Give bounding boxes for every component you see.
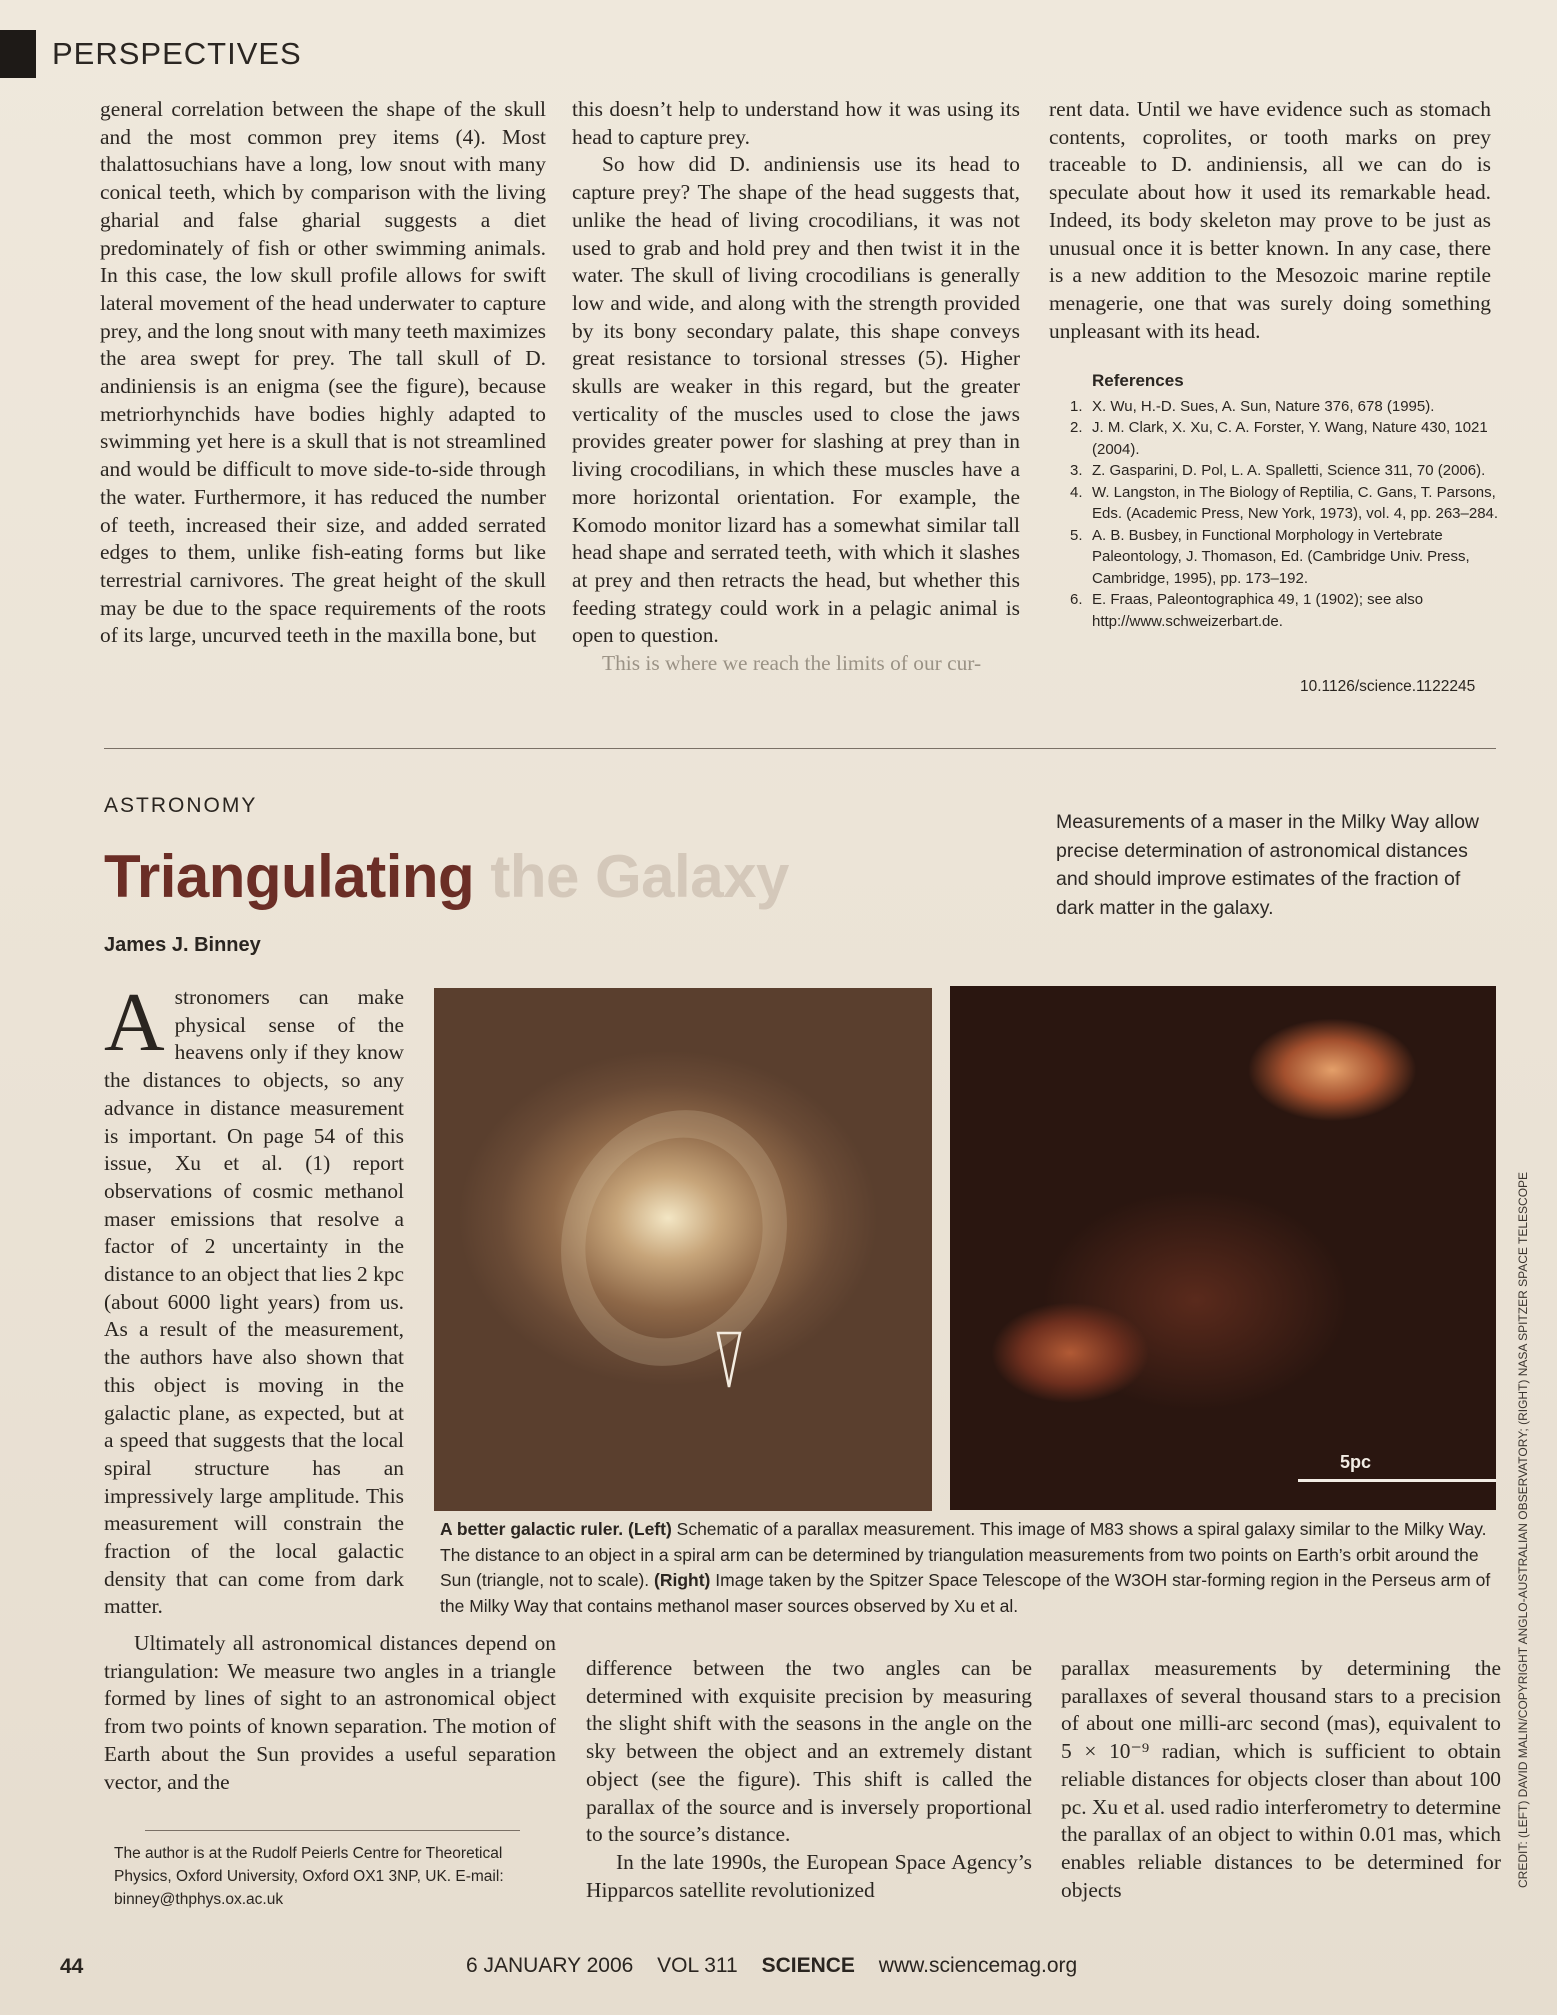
caption-left-text: Schematic of a parallax measurement. This image of M83 shows a spiral galaxy similar to the Milky Way. The distance to an object in a spiral arm can be determined by triangulation measurements from two points on Earth’s orbit around the Sun (triangle, not to scale). [440, 1519, 1487, 1591]
title-faded: the Galaxy [490, 843, 789, 910]
galaxy-m83-image [434, 988, 932, 1511]
lead-paragraph: Astronomers can make physical sense of the heavens only if they know the distances to objects, so any advance in distance measurement is important. On page 54 of this issue, Xu et al. (1) report observations of cosmic methanol maser emissions that resolve a factor of 2 uncertainty in the distance to an object that lies 2 kpc (about 6000 light years) from us. As a result of the measurement, the authors have also shown that this object is moving in the galactic plane, as expected, but at a speed that suggests that the local spiral structure has an impressively large amplitude. This measurement will constrain the fraction of the local galactic density that can come from dark matter. [104, 976, 404, 1619]
page-footer [466, 1954, 1095, 1978]
scale-label: 5pc [1340, 1452, 1372, 1472]
parallax-triangle-icon [434, 988, 932, 1511]
references-list [1070, 396, 1500, 633]
author-footnote: The author is at the Rudolf Peierls Centre for Theoretical Physics, Oxford University, Oxford OX1 3NP, UK. E-mail: binney@thphys.ox.ac.uk [114, 1845, 504, 1908]
section-divider [104, 748, 1496, 749]
article-column-1 [104, 976, 404, 1621]
article-column-1-continued [104, 1630, 556, 1796]
references-heading: References [1092, 371, 1184, 390]
caption-right-label: (Right) [654, 1570, 711, 1591]
article-column-2 [586, 1655, 1032, 1904]
standfirst: Measurements of a maser in the Milky Way allow precise determination of astronomical distances and should improve estimates of the fraction of dark matter in the galaxy. [1056, 811, 1480, 919]
body-paragraph: In the late 1990s, the European Space Agency’s Hipparcos satellite revolutionized [586, 1849, 1032, 1902]
reference-item: 1. X. Wu, H.-D. Sues, A. Sun, Nature 376, 678 (1995). [1070, 397, 1435, 415]
reference-item: 3. Z. Gasparini, D. Pol, L. A. Spalletti, Science 311, 70 (2006). [1070, 462, 1486, 479]
author-byline: James J. Binney [104, 934, 261, 956]
page-number: 44 [60, 1955, 84, 1978]
prev-article-text: rent data. Until we have evidence such as stomach contents, coprolites, or tooth marks on prey traceable to D. andiniensis, all we can do is speculate about how it used its remarkable head. Indeed, its body skeleton may prove to be just as unusual once it is better known. In any case, there is a new addition to the Mesozoic marine reptile menagerie, one that was surely doing something unpleasant with its head. [1049, 97, 1491, 343]
article-column-3 [1061, 1655, 1501, 1904]
prev-article-column-3 [1049, 96, 1491, 345]
reference-item: 2. J. M. Clark, X. Xu, C. A. Forster, Y. Wang, Nature 430, 1021 (2004). [1070, 419, 1488, 458]
body-paragraph: Ultimately all astronomical distances depend on triangulation: We measure two angles in a triangle formed by lines of sight to an astronomical object from two points of known separation. The motion of Earth about the Sun provides a useful separation vector, and the [104, 1631, 556, 1794]
drop-cap: A [104, 976, 165, 1069]
prev-article-text: So how did D. andiniensis use its head to capture prey? The shape of the head suggests that, unlike the head of living crocodilians, it was not used to grab and hold prey and then twist it in the water. The skull of living crocodilians is generally low and wide, and along with the strength provided by its bony secondary palate, this shape conveys great resistance to torsional stresses (5). Higher skulls are weaker in this regard, but the greater verticality of the muscles used to close the jaws provides greater power for slashing at prey than in living crocodilians, in which these muscles have a more horizontal orientation. For example, the Komodo monitor lizard has a somewhat similar tall head shape and serrated teeth, with which it slashes at prey and then retracts the head, but whether this feeding strategy could work in a pelagic animal is open to question. [572, 152, 1020, 648]
prev-article-column-2 [572, 96, 1020, 678]
body-paragraph: difference between the two angles can be determined with exquisite precision by measuring the slight shift with the seasons in the angle on the sky between the object and an extremely distant object (see the figure). This shift is called the parallax of the source and is inversely proportional to the source’s distance. [586, 1656, 1032, 1847]
caption-title: A better galactic ruler. [440, 1519, 624, 1539]
title-main: Triangulating [104, 843, 475, 910]
w3oh-spitzer-image [950, 986, 1496, 1510]
doi: 10.1126/science.1122245 [1300, 678, 1476, 695]
image-credit: CREDIT: (LEFT) DAVID MALIN/COPYRIGHT ANGLO-AUSTRALIAN OBSERVATORY; (RIGHT) NASA SPITZER SPACE TELESCOPE [1516, 1171, 1530, 1888]
footer-date: 6 JANUARY 2006 [466, 1954, 634, 1977]
prev-article-text: This is where we reach the limits of our cur- [602, 651, 982, 676]
prev-article-text: general correlation between the shape of the skull and the most common prey items (4). Most thalattosuchians have a long, low snout with many conical teeth, which by comparison with the living gharial and false gharial suggests a diet predominately of fish or other swimming animals. In this case, the low skull profile allows for swift lateral movement of the head underwater to capture prey, and the long snout with many teeth maximizes the area swept for prey. The tall skull of D. andiniensis is an enigma (see the figure), because metriorhynchids have bodies highly adapted to swimming yet here is a skull that is not streamlined and would be difficult to move side-to-side through the water. Furthermore, it has reduced the number of teeth, increased their size, and added serrated edges to them, unlike fish-eating forms but like terrestrial carnivores. The great height of the skull may be due to the space requirements of the roots of its large, uncurved teeth in the maxilla bone, but [100, 97, 546, 648]
caption-right-text: Image taken by the Spitzer Space Telescope of the W3OH star-forming region in the Perseus arm of the Milky Way that contains methanol maser sources observed by Xu et al. [440, 1570, 1491, 1616]
article-title [104, 842, 789, 911]
section-marker [0, 30, 36, 78]
reference-item: 4. W. Langston, in The Biology of Reptilia, C. Gans, T. Parsons, Eds. (Academic Press, New York, 1973), vol. 4, pp. 263–284. [1070, 483, 1499, 522]
prev-article-text: this doesn’t help to understand how it was using its head to capture prey. [572, 97, 1020, 149]
section-heading: PERSPECTIVES [52, 36, 302, 71]
scale-bar [1298, 1479, 1496, 1482]
footer-url: www.sciencemag.org [878, 1954, 1078, 1977]
footnote-divider [145, 1830, 520, 1831]
body-paragraph: parallax measurements by determining the parallaxes of several thousand stars to a precision of about one milli-arc second (mas), equivalent to 5 × 10⁻⁹ radian, which is sufficient to obtain reliable distances for objects closer than about 100 pc. Xu et al. used radio interferometry to determine the parallax of an object to within 0.01 mas, which enables reliable distances to be determined for objects [1061, 1656, 1501, 1902]
references [1070, 370, 1500, 632]
caption-left-label: (Left) [628, 1519, 672, 1539]
footer-journal: SCIENCE [761, 1954, 855, 1977]
prev-article-column-1 [100, 96, 546, 650]
article-kicker: ASTRONOMY [104, 794, 258, 817]
reference-item: 5. A. B. Busbey, in Functional Morphology in Vertebrate Paleontology, J. Thomason, Ed. (Cambridge Univ. Press, Cambridge, 1995), pp. 173–192. [1070, 526, 1470, 587]
footer-volume: VOL 311 [657, 1954, 738, 1977]
reference-item: 6. E. Fraas, Paleontographica 49, 1 (1902); see also http://www.schweizerbart.de. [1070, 591, 1424, 630]
figure-caption [440, 1517, 1498, 1619]
